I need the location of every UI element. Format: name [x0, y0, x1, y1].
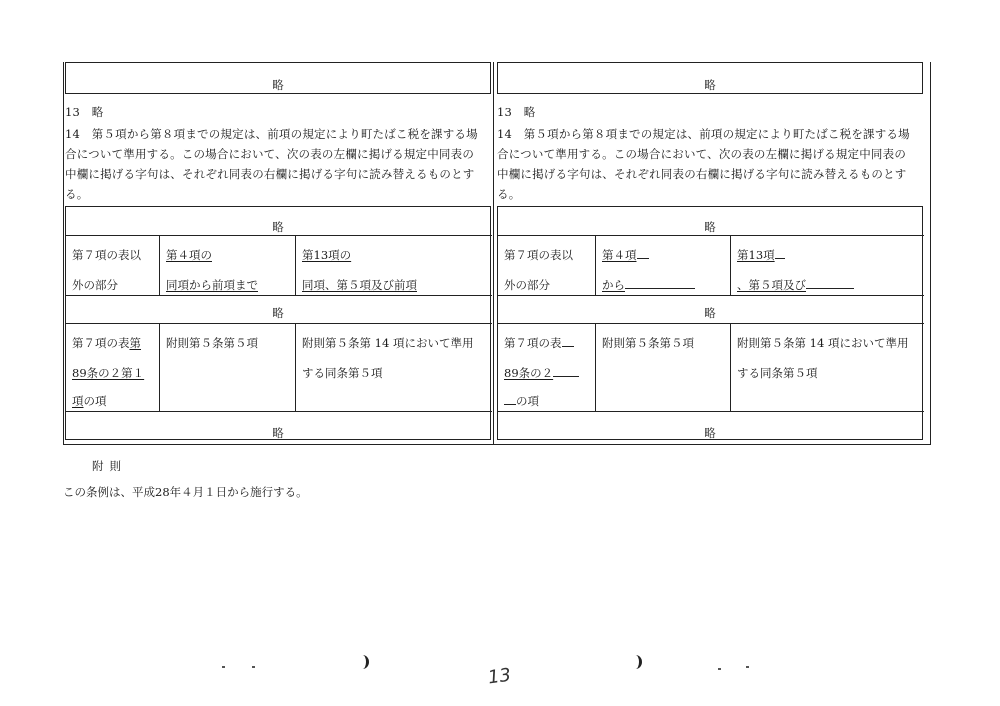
table-rule	[66, 411, 492, 412]
row1-col3	[737, 245, 854, 295]
table-vrule	[595, 235, 596, 295]
para-14-line: る。	[497, 187, 521, 201]
ryaku-label: 略	[704, 306, 716, 320]
cell-line: 、第５項及び	[737, 278, 806, 292]
supplementary-provision-heading: 附則	[92, 459, 127, 473]
blank-underline	[553, 364, 579, 377]
cell-line: 同項から前項まで	[166, 278, 258, 292]
table-vrule	[730, 323, 731, 411]
para-14-line: 合について準用する。この場合において、次の表の左欄に掲げる規定中同表の	[497, 147, 907, 161]
blank-underline	[504, 392, 516, 405]
cell-line: 第７項の表	[504, 336, 562, 350]
blank-underline	[562, 334, 574, 347]
para-14-line: 14 第５項から第８項までの規定は、前項の規定により町たばこ税を課する場	[497, 127, 910, 141]
row1-col1	[72, 245, 141, 295]
ryaku-label: 略	[704, 426, 716, 440]
cell-line: 第13項の	[302, 248, 352, 262]
punch-hole-mark	[356, 655, 369, 669]
top-ryaku-box	[65, 62, 491, 94]
cell-line: 第７項の表	[72, 336, 130, 350]
cell-line: する同条第５項	[737, 366, 818, 380]
row2-col2: 附則第５条第５項	[602, 336, 694, 350]
cell-line: 第７項の表以	[72, 248, 141, 262]
table-rule	[498, 235, 924, 236]
enforcement-clause: この条例は、平成28年４月１日から施行する。	[63, 485, 308, 499]
blank-underline	[775, 246, 785, 259]
cell-line: 項	[72, 394, 84, 408]
cell-line: 外の部分	[504, 278, 550, 292]
cell-line: 第４項	[602, 248, 637, 262]
ryaku-label: 略	[272, 78, 284, 92]
row2-col1	[72, 333, 144, 411]
row1-col2	[602, 245, 695, 295]
cell-line: する同条第５項	[302, 366, 383, 380]
table-rule	[66, 295, 492, 296]
ryaku-label: 略	[704, 220, 716, 234]
page-number: 13	[486, 664, 513, 689]
para-14	[65, 124, 493, 204]
ryaku-label: 略	[272, 306, 284, 320]
table-vrule	[159, 235, 160, 295]
top-ryaku-box	[497, 62, 923, 94]
punch-hole-mark	[629, 655, 642, 669]
cell-line: 89条の２	[504, 366, 554, 380]
para-14-line: 中欄に掲げる字句は、それぞれ同表の右欄に掲げる字句に読み替えるものとす	[65, 167, 475, 181]
para-13: 13 略	[65, 105, 104, 119]
row2-col3	[737, 333, 908, 383]
table-rule	[66, 235, 492, 236]
blank-underline	[806, 276, 854, 289]
column-divider	[493, 62, 494, 444]
replacement-table	[497, 206, 923, 440]
replacement-table	[65, 206, 491, 440]
row2-col2: 附則第５条第５項	[166, 336, 258, 350]
row1-col2	[166, 245, 258, 295]
row1-col1	[504, 245, 573, 295]
cell-line: 第４項の	[166, 248, 212, 262]
cell-line: 同項、第５項及び前項	[302, 278, 417, 292]
scan-speck	[222, 666, 225, 668]
scan-speck	[252, 666, 255, 668]
cell-line: の項	[83, 394, 107, 408]
para-13: 13 略	[497, 105, 536, 119]
ryaku-label: 略	[272, 426, 284, 440]
cell-line: の項	[516, 394, 539, 408]
table-vrule	[295, 235, 296, 295]
cell-line: から	[602, 278, 625, 292]
table-rule	[66, 323, 492, 324]
row1-col3	[302, 245, 417, 295]
para-14-line: 中欄に掲げる字句は、それぞれ同表の右欄に掲げる字句に読み替えるものとす	[497, 167, 907, 181]
row2-col3	[302, 333, 473, 383]
para-14-line: 合について準用する。この場合において、次の表の左欄に掲げる規定中同表の	[65, 147, 475, 161]
cell-line: 89条の２第１	[72, 366, 145, 380]
table-vrule	[159, 323, 160, 411]
para-14	[497, 124, 925, 204]
scan-speck	[746, 666, 749, 668]
cell-line: 第13項	[737, 248, 775, 262]
table-rule	[498, 323, 924, 324]
table-vrule	[595, 323, 596, 411]
ryaku-label: 略	[272, 220, 284, 234]
cell-line: 第７項の表以	[504, 248, 573, 262]
para-14-line: る。	[65, 187, 89, 201]
para-14-line: 14 第５項から第８項までの規定は、前項の規定により町たばこ税を課する場	[65, 127, 478, 141]
cell-line: 外の部分	[72, 278, 118, 292]
table-rule	[498, 295, 924, 296]
scan-speck	[718, 668, 721, 670]
blank-underline	[637, 246, 649, 259]
row2-col1	[504, 333, 579, 411]
ryaku-label: 略	[704, 78, 716, 92]
cell-line: 附則第５条第 14 項において準用	[737, 336, 909, 350]
table-rule	[498, 411, 924, 412]
cell-line: 附則第５条第 14 項において準用	[302, 336, 474, 350]
table-vrule	[730, 235, 731, 295]
table-vrule	[295, 323, 296, 411]
cell-line: 第	[129, 336, 141, 350]
blank-underline	[625, 276, 695, 289]
